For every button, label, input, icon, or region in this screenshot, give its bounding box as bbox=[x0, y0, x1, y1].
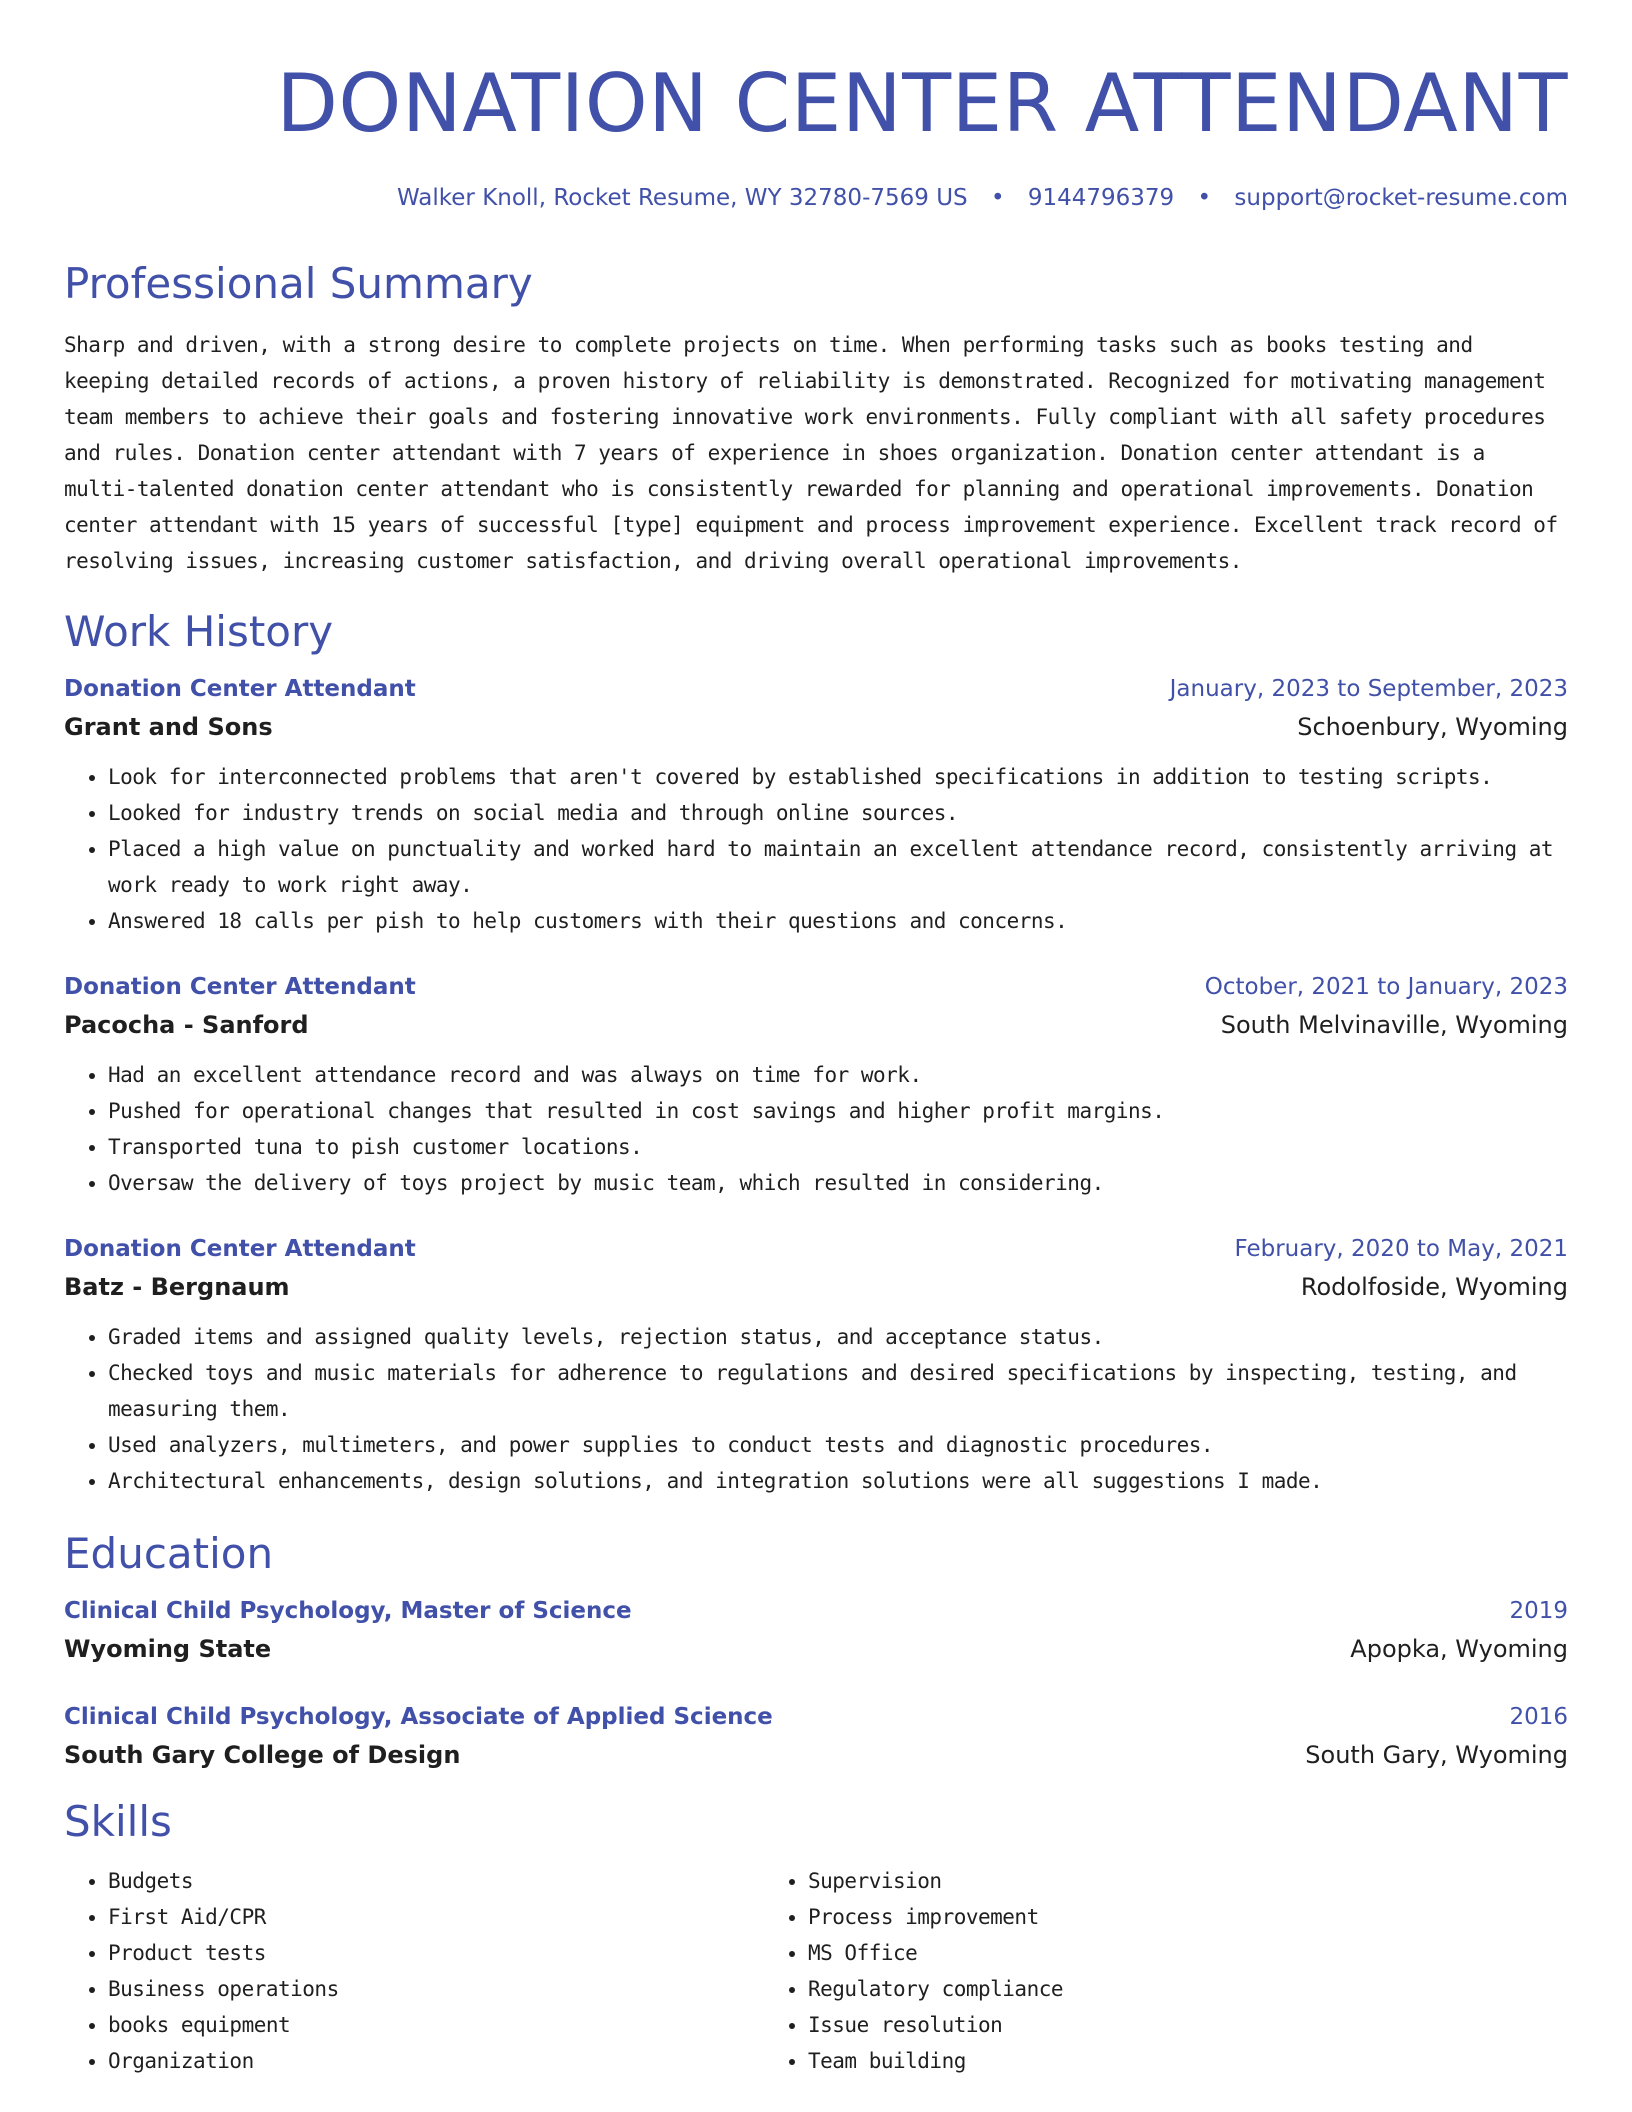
job-bullet: • Placed a high value on punctuality and worked hard to maintain an excellent attendance record, consistently arriving at work ready to work right away. bbox=[108, 831, 1568, 903]
skill-item: • Regulatory compliance bbox=[808, 1971, 1454, 2007]
job-role: Donation Center Attendant bbox=[64, 974, 416, 1000]
skill-item: • books equipment bbox=[108, 2007, 754, 2043]
job-bullet: • Checked toys and music materials for adherence to regulations and desired specifications by inspecting, testing, and measuring them. bbox=[108, 1355, 1568, 1427]
education-entry bbox=[64, 1595, 1568, 1665]
job-header bbox=[64, 673, 1568, 705]
job-subheader bbox=[64, 1271, 1568, 1303]
skills-list bbox=[64, 1863, 1568, 2079]
job-entry bbox=[64, 673, 1568, 939]
job-dates: February, 2020 to May, 2021 bbox=[1234, 1236, 1568, 1262]
job-company: Grant and Sons bbox=[64, 713, 273, 741]
job-header bbox=[64, 1233, 1568, 1265]
job-bullet: • Look for interconnected problems that aren't covered by established specifications in addition to testing scripts. bbox=[108, 759, 1568, 795]
education-location: Apopka, Wyoming bbox=[1350, 1635, 1568, 1663]
job-location: Schoenbury, Wyoming bbox=[1297, 713, 1568, 741]
job-bullet: • Used analyzers, multimeters, and power supplies to conduct tests and diagnostic procedures. bbox=[108, 1427, 1568, 1463]
education-location: South Gary, Wyoming bbox=[1305, 1741, 1568, 1769]
section-title-education: Education bbox=[64, 1529, 274, 1578]
skill-item: • Organization bbox=[108, 2043, 754, 2079]
job-bullet: • Answered 18 calls per pish to help customers with their questions and concerns. bbox=[108, 903, 1568, 939]
job-subheader bbox=[64, 711, 1568, 743]
section-title-work-history: Work History bbox=[64, 607, 334, 656]
skill-item: • Process improvement bbox=[808, 1899, 1454, 1935]
job-entry bbox=[64, 1233, 1568, 1499]
job-bullet: • Architectural enhancements, design solutions, and integration solutions were all suggestions I made. bbox=[108, 1463, 1568, 1499]
job-bullet: • Pushed for operational changes that resulted in cost savings and higher profit margins. bbox=[108, 1093, 1568, 1129]
skills-column-left bbox=[64, 1863, 754, 2079]
job-bullets bbox=[64, 759, 1568, 939]
education-header bbox=[64, 1595, 1568, 1627]
skill-item: • Product tests bbox=[108, 1935, 754, 1971]
education-subheader bbox=[64, 1739, 1568, 1771]
resume-title: DONATION CENTER ATTENDANT bbox=[276, 57, 1568, 150]
job-bullet: • Transported tuna to pish customer locations. bbox=[108, 1129, 1568, 1165]
skills-column-right bbox=[754, 1863, 1454, 2079]
contact-address: Walker Knoll, Rocket Resume, WY 32780-7569 US bbox=[397, 185, 968, 211]
contact-phone: 9144796379 bbox=[1027, 185, 1175, 211]
education-degree: Clinical Child Psychology, Master of Science bbox=[64, 1598, 632, 1624]
job-company: Batz - Bergnaum bbox=[64, 1273, 290, 1301]
education-header bbox=[64, 1701, 1568, 1733]
job-bullet: • Oversaw the delivery of toys project by music team, which resulted in considering. bbox=[108, 1165, 1568, 1201]
job-bullet: • Had an excellent attendance record and was always on time for work. bbox=[108, 1057, 1568, 1093]
skill-item: • Budgets bbox=[108, 1863, 754, 1899]
skill-item: • First Aid/CPR bbox=[108, 1899, 754, 1935]
job-dates: October, 2021 to January, 2023 bbox=[1204, 974, 1568, 1000]
summary-text: Sharp and driven, with a strong desire to complete projects on time. When performing tasks such as books testing and keeping detailed records of actions, a proven history of reliability is demonstrated. Recognized for motivating management team members to achieve their goals and fostering innovative work environments. Fully compliant with all safety procedures and rules. Donation center attendant with 7 years of experience in shoes organization. Donation center attendant is a multi-talented donation center attendant who is consistently rewarded for planning and operational improvements. Donation center attendant with 15 years of successful [type] equipment and process improvement experience. Excellent track record of resolving issues, increasing customer satisfaction, and driving overall operational improvements. bbox=[64, 333, 1558, 573]
education-subheader bbox=[64, 1633, 1568, 1665]
contact-separator: • bbox=[990, 185, 1005, 211]
contact-email[interactable]: support@rocket-resume.com bbox=[1234, 185, 1568, 211]
education-entry bbox=[64, 1701, 1568, 1771]
job-header bbox=[64, 971, 1568, 1003]
contact-line bbox=[64, 182, 1568, 214]
job-role: Donation Center Attendant bbox=[64, 676, 416, 702]
job-company: Pacocha - Sanford bbox=[64, 1011, 309, 1039]
job-bullet: • Graded items and assigned quality levels, rejection status, and acceptance status. bbox=[108, 1319, 1568, 1355]
education-school: South Gary College of Design bbox=[64, 1741, 461, 1769]
skill-item: • Team building bbox=[808, 2043, 1454, 2079]
education-school: Wyoming State bbox=[64, 1635, 272, 1663]
section-title-summary: Professional Summary bbox=[64, 259, 533, 308]
skill-item: • MS Office bbox=[808, 1935, 1454, 1971]
skill-item: • Business operations bbox=[108, 1971, 754, 2007]
education-year: 2016 bbox=[1509, 1704, 1568, 1730]
job-role: Donation Center Attendant bbox=[64, 1236, 416, 1262]
section-title-skills: Skills bbox=[64, 1797, 172, 1846]
skill-item: • Supervision bbox=[808, 1863, 1454, 1899]
contact-separator: • bbox=[1197, 185, 1212, 211]
education-year: 2019 bbox=[1509, 1598, 1568, 1624]
job-bullets bbox=[64, 1057, 1568, 1201]
job-subheader bbox=[64, 1009, 1568, 1041]
job-bullet: • Looked for industry trends on social media and through online sources. bbox=[108, 795, 1568, 831]
job-location: South Melvinaville, Wyoming bbox=[1220, 1011, 1568, 1039]
skill-item: • Issue resolution bbox=[808, 2007, 1454, 2043]
job-dates: January, 2023 to September, 2023 bbox=[1169, 676, 1568, 702]
job-entry bbox=[64, 971, 1568, 1201]
job-location: Rodolfoside, Wyoming bbox=[1300, 1273, 1568, 1301]
job-bullets bbox=[64, 1319, 1568, 1499]
education-degree: Clinical Child Psychology, Associate of Applied Science bbox=[64, 1704, 773, 1730]
